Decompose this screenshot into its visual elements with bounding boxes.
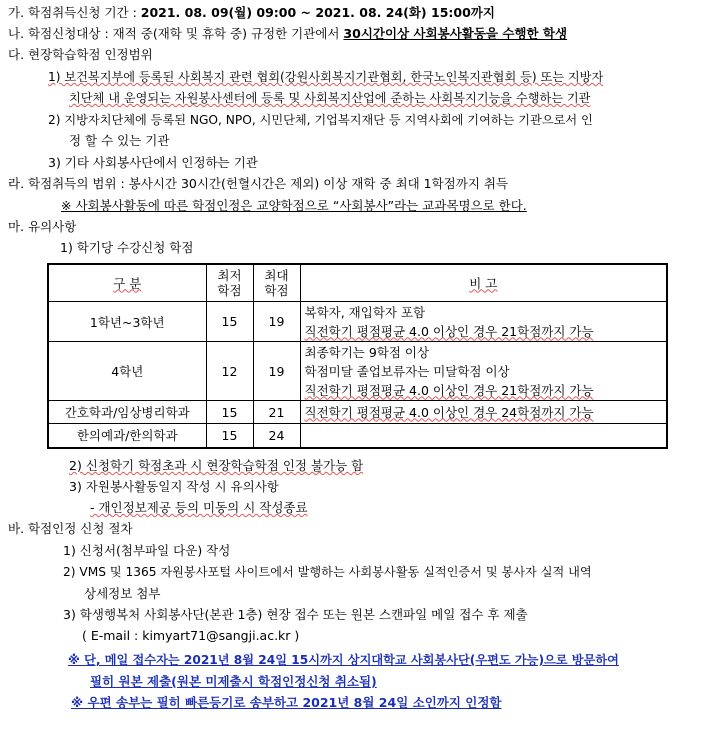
cautions-item-3-sub: - 개인정보제공 등의 미동의 시 작성종료 (90, 500, 308, 515)
application-period-label: 가. 학점취득신청 기간 : (8, 5, 137, 20)
row-max: 24 (253, 424, 300, 448)
table-row (48, 401, 667, 424)
eligibility-label: 나. 학점신청대상 : 재적 중(재학 및 휴학 중) 규정한 기관에서 (8, 26, 340, 41)
postal-submission-note: ※ 우편 송부는 필히 빠른등기로 송부하고 2021년 8월 24일 소인까지 인정함 (71, 695, 502, 710)
header-category: 구 분 (48, 264, 206, 302)
recognition-item-2-line-2: 정 할 수 있는 기관 (69, 133, 170, 148)
row-min: 12 (206, 342, 253, 401)
application-period-dates: 2021. 08. 09(월) 09:00 ~ 2021. 08. 24(화) 15:00까지 (140, 5, 495, 20)
table-row (48, 342, 667, 401)
cautions-heading: 마. 유의사항 (8, 219, 77, 234)
recognition-item-1-line-1: 1) 보건복지부에 등록된 사회복지 관련 협회(강원사회복지기관협회, 한국노인복지관협회 등) 또는 지방자 (48, 70, 604, 84)
row-remarks: 직전학기 평점평균 4.0 이상인 경우 24학점까지 가능 (300, 401, 667, 424)
mail-submission-note-line-1: ※ 단, 메일 접수자는 2021년 8월 24일 15시까지 상지대학교 사회봉사단(우편도 가능)으로 방문하여 (68, 653, 619, 667)
row-remarks (300, 424, 667, 448)
procedure-item-3: 3) 학생행복처 사회봉사단(본관 1층) 현장 접수 또는 원본 스캔파일 메일 접수 후 제출 (63, 607, 528, 622)
procedure-item-2-line-1: 2) VMS 및 1365 자원봉사포털 사이트에서 발행하는 사회봉사활동 실적인증서 및 봉사자 실적 내역 (63, 565, 592, 579)
cautions-item-3: 3) 자원봉사활동일지 작성 시 유의사항 (69, 479, 279, 494)
recognition-item-1-line-2: 치단체 내 운영되는 자원봉사센터에 등록 및 사회복지산업에 준하는 사회복지기능을 수행하는 기관 (69, 91, 591, 105)
row-category: 한의예과/한의학과 (48, 424, 206, 448)
cautions-item-1: 1) 학기당 수강신청 학점 (60, 240, 194, 255)
eligibility-emphasis: 30시간이상 사회봉사활동을 수행한 학생 (343, 26, 568, 41)
recognition-item-2-line-1: 2) 지방자치단체에 등록된 NGO, NPO, 시민단체, 기업복지재단 등 지역사회에 기여하는 기관으로서 인 (48, 113, 593, 127)
contact-email[interactable]: ( E-mail : kimyart71@sangji.ac.kr ) (82, 628, 300, 643)
row-max: 19 (253, 302, 300, 342)
header-max-credits: 최대 학점 (253, 264, 300, 302)
row-remarks: 최종학기는 9학점 이상 학점미달 졸업보류자는 미달학점 이상 직전학기 평점평균 4.0 이상인 경우 21학점까지 가능 (300, 342, 667, 401)
eligibility-line (8, 25, 567, 43)
recognition-item-3: 3) 기타 사회봉사단에서 인정하는 기관 (48, 155, 258, 170)
application-period-line (8, 4, 495, 22)
procedure-heading: 바. 학점인정 신청 절차 (8, 521, 133, 536)
row-min: 15 (206, 401, 253, 424)
recognition-scope-heading: 다. 현장학습학점 인정범위 (8, 47, 153, 62)
header-min-credits: 최저 학점 (206, 264, 253, 302)
row-max: 19 (253, 342, 300, 401)
table-row (48, 302, 667, 342)
credit-range-note: ※ 사회봉사활동에 따른 학점인정은 교양학점으로 “사회봉사”라는 교과목명으로 한다. (61, 198, 527, 213)
row-category: 4학년 (48, 342, 206, 401)
credit-range-line: 라. 학점취득의 범위 : 봉사시간 30시간(헌혈시간은 제외) 이상 재학 중 최대 1학점까지 취득 (8, 176, 509, 191)
row-min: 15 (206, 424, 253, 448)
procedure-item-2-line-2: 상세정보 첨부 (84, 586, 161, 601)
procedure-item-1: 1) 신청서(첨부파일 다운) 작성 (63, 543, 231, 558)
row-category: 간호학과/임상병리학과 (48, 401, 206, 424)
row-category: 1학년~3학년 (48, 302, 206, 342)
table-row (48, 424, 667, 448)
cautions-item-2: 2) 신청학기 학점초과 시 현장학습학점 인정 불가능 함 (69, 458, 364, 473)
row-max: 21 (253, 401, 300, 424)
row-min: 15 (206, 302, 253, 342)
mail-submission-note-line-2: 필히 원본 제출(원본 미제출시 학점인정신청 취소됨) (90, 674, 377, 689)
credit-limit-table (47, 263, 668, 449)
row-remarks: 복학자, 재입학자 포함 직전학기 평점평균 4.0 이상인 경우 21학점까지 가능 (300, 302, 667, 342)
header-remarks: 비 고 (300, 264, 667, 302)
